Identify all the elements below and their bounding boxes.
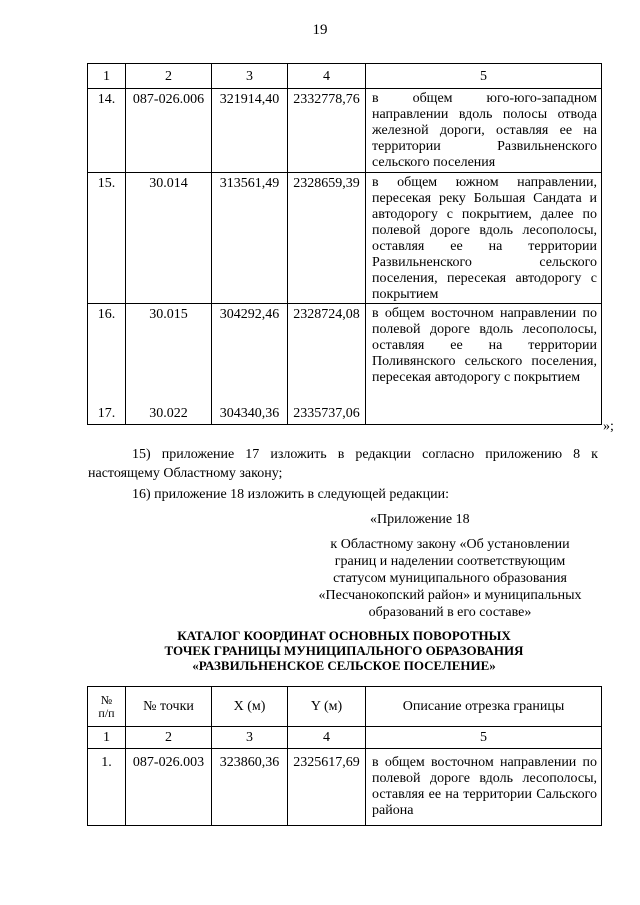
table-row [88, 403, 602, 425]
segment-description: в общем южном направлении, пересекая реку Большая Сандата и автодорогу с покрытием, далее по полевой дороге вдоль лесополосы, оставляя ее на территории Развильненского сельского поселения, пересекая автодорогу с покрытием [366, 173, 602, 304]
column-header-x: X (м) [212, 687, 288, 727]
table-row [88, 173, 602, 304]
table-row [88, 749, 602, 826]
column-header-description: Описание отрезка границы [366, 687, 602, 727]
column-number: 3 [212, 727, 288, 749]
column-number: 2 [126, 727, 212, 749]
table-row [88, 304, 602, 403]
segment-description: в общем восточном направлении по полевой дороге вдоль лесополосы, оставляя ее на территории Поливянского сельского поселения, пересекая автодорогу с покрытием [366, 304, 602, 403]
appendix-line: образований в его составе» [368, 605, 532, 620]
paragraph-15: 15) приложение 17 изложить в редакции согласно приложению 8 к настоящему Областному закону; [88, 447, 598, 481]
page-number: 19 [312, 22, 328, 38]
table-closing-quote: »; [603, 419, 614, 434]
y-coordinate: 2325617,69 [288, 749, 366, 826]
header-cell: 4 [288, 64, 366, 89]
column-header-number-line: п/п [98, 705, 115, 720]
point-number: 087-026.006 [126, 89, 212, 173]
paragraph-16: 16) приложение 18 изложить в следующей редакции: [132, 487, 449, 502]
point-number: 30.015 [126, 304, 212, 403]
row-number: 1. [88, 749, 126, 826]
appendix-title: «Приложение 18 [370, 512, 470, 527]
column-header-number-line: № [100, 692, 113, 707]
appendix-line: статусом муниципального образования [333, 571, 567, 586]
column-number: 5 [366, 727, 602, 749]
row-number: 17. [88, 403, 126, 425]
catalog-title-line: ТОЧЕК ГРАНИЦЫ МУНИЦИПАЛЬНОГО ОБРАЗОВАНИЯ [164, 643, 524, 658]
column-header-y: Y (м) [288, 687, 366, 727]
appendix-line: к Областному закону «Об установлении [330, 537, 570, 552]
point-number: 30.014 [126, 173, 212, 304]
column-number: 1 [88, 727, 126, 749]
row-number: 16. [88, 304, 126, 403]
coordinates-catalog-table [87, 686, 602, 826]
column-number-row [88, 727, 602, 749]
x-coordinate: 323860,36 [212, 749, 288, 826]
y-coordinate: 2328724,08 [288, 304, 366, 403]
point-number: 30.022 [126, 403, 212, 425]
header-cell: 5 [366, 64, 602, 89]
point-number: 087-026.003 [126, 749, 212, 826]
segment-description [366, 403, 602, 425]
header-cell: 2 [126, 64, 212, 89]
header-cell: 1 [88, 64, 126, 89]
segment-description: в общем восточном направлении по полевой дороге вдоль лесополосы, оставляя ее на территории Сальского района [366, 749, 602, 826]
x-coordinate: 304292,46 [212, 304, 288, 403]
row-number: 14. [88, 89, 126, 173]
y-coordinate: 2328659,39 [288, 173, 366, 304]
catalog-title [100, 628, 588, 673]
appendix-header [300, 511, 600, 621]
coordinates-table-continued [87, 63, 602, 425]
row-number: 15. [88, 173, 126, 304]
y-coordinate: 2335737,06 [288, 403, 366, 425]
x-coordinate: 304340,36 [212, 403, 288, 425]
column-header-number [88, 687, 126, 727]
appendix-line: «Песчанокопский район» и муниципальных [318, 588, 582, 603]
y-coordinate: 2332778,76 [288, 89, 366, 173]
catalog-title-line: КАТАЛОГ КООРДИНАТ ОСНОВНЫХ ПОВОРОТНЫХ [177, 628, 511, 643]
table-header-row [88, 64, 602, 89]
column-header-point: № точки [126, 687, 212, 727]
x-coordinate: 321914,40 [212, 89, 288, 173]
appendix-line: границ и наделении соответствующим [334, 554, 566, 569]
table-row [88, 89, 602, 173]
segment-description: в общем юго-юго-западном направлении вдоль полосы отвода железной дороги, оставляя ее на территории Развильненского сельского поселения [366, 89, 602, 173]
table-header-row [88, 687, 602, 727]
catalog-title-line: «РАЗВИЛЬНЕНСКОЕ СЕЛЬСКОЕ ПОСЕЛЕНИЕ» [192, 658, 496, 673]
header-cell: 3 [212, 64, 288, 89]
x-coordinate: 313561,49 [212, 173, 288, 304]
column-number: 4 [288, 727, 366, 749]
